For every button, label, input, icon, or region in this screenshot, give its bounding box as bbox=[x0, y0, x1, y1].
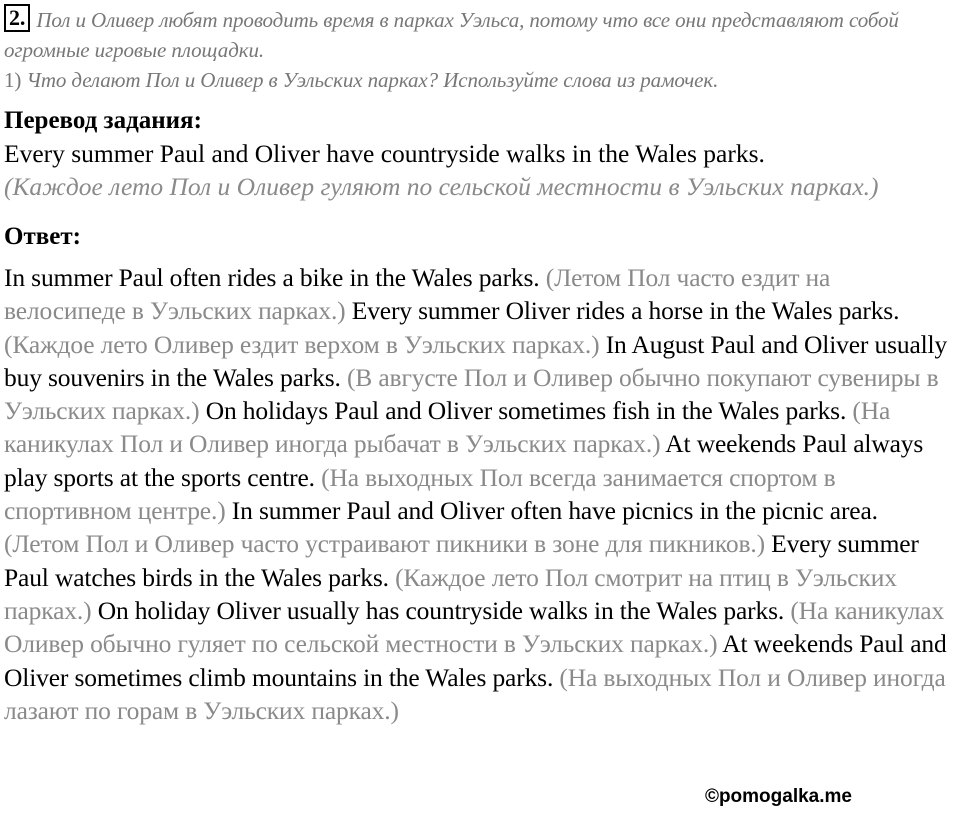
answer-sentence-en: At weekends Paul and Oliver sometimes climb mountains in the Wales parks. bbox=[4, 629, 947, 692]
answer-sentence-ru: (Летом Пол и Оливер часто устраивают пикники в зоне для пикников.) bbox=[4, 529, 765, 559]
translation-english: Every summer Paul and Oliver have countryside walks in the Wales parks. bbox=[4, 139, 765, 168]
answer-sentence-ru: (Каждое лето Пол смотрит на птиц в Уэльских парках.) bbox=[4, 562, 897, 625]
document-page bbox=[4, 4, 958, 727]
translation-russian: (Каждое лето Пол и Оливер гуляют по сельской местности в Уэльских парках.) bbox=[4, 172, 879, 201]
answer-sentence-ru: (Каждое лето Оливер ездит верхом в Уэльских парках.) bbox=[4, 329, 600, 359]
answer-sentence-en: Every summer Paul watches birds in the Wales parks. bbox=[4, 529, 919, 592]
answer-sentence-en: At weekends Paul always play sports at the sports centre. bbox=[4, 429, 924, 492]
answer-sentence-ru: (В августе Пол и Оливер обычно покупают сувениры в Уэльских парках.) bbox=[4, 362, 939, 426]
translation-label: Перевод задания: bbox=[4, 107, 202, 134]
question-number: 1) bbox=[4, 68, 22, 92]
answer-sentence-en: In summer Paul and Oliver often have picnics in the picnic area. bbox=[231, 496, 878, 526]
question-text: Что делают Пол и Оливер в Уэльских парках? Используйте слова из рамочек. bbox=[26, 68, 719, 92]
answer-sentence-ru: (На каникулах Пол и Оливер иногда рыбачат в Уэльских парках.) bbox=[4, 396, 891, 459]
task-number: 2. bbox=[4, 4, 30, 32]
answer-sentence-en: On holiday Oliver usually has countryside walks in the Wales parks. bbox=[97, 595, 785, 625]
task-text: Пол и Оливер любят проводить время в парках Уэльса, потому что все они представляют собой огромные игровые площадки. bbox=[4, 8, 899, 62]
answer-sentence-ru: (Летом Пол часто ездит на велосипеде в Уэльских парках.) bbox=[4, 263, 831, 326]
answer-sentence-en: In August Paul and Oliver usually buy souvenirs in the Wales parks. bbox=[4, 329, 948, 392]
answer-sentence-en: In summer Paul often rides a bike in the Wales parks. bbox=[4, 263, 540, 292]
answer-sentence-en: On holidays Paul and Oliver sometimes fish in the Wales parks. bbox=[205, 396, 847, 426]
site-watermark: ©pomogalka.me bbox=[704, 786, 852, 807]
answer-label: Ответ: bbox=[4, 223, 81, 250]
answer-paragraph bbox=[4, 261, 958, 727]
answer-sentence-en: Every summer Oliver rides a horse in the Wales parks. bbox=[351, 296, 900, 326]
answer-sentence-ru: (На каникулах Оливер обычно гуляет по сельской местности в Уэльских парках.) bbox=[4, 595, 945, 659]
answer-sentence-ru: (На выходных Пол и Оливер иногда лазают по горам в Уэльских парках.) bbox=[4, 662, 946, 725]
task-block bbox=[4, 4, 958, 95]
answer-sentence-ru: (На выходных Пол всегда занимается спортом в спортивном центре.) bbox=[4, 462, 836, 526]
